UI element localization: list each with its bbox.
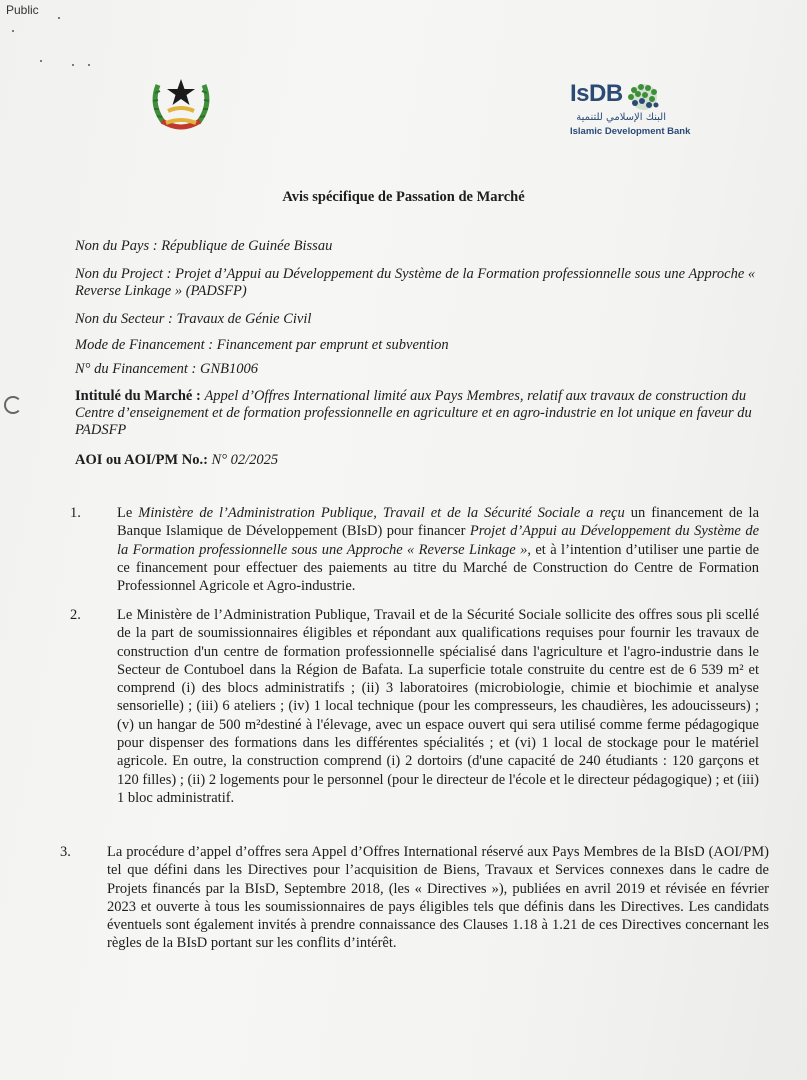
list-item-number: 3. bbox=[60, 844, 71, 860]
field-value: Travaux de Génie Civil bbox=[176, 311, 312, 327]
field-label: N° du Financement : bbox=[75, 361, 200, 377]
isdb-logo bbox=[570, 80, 691, 142]
page-title: Avis spécifique de Passation de Marché bbox=[282, 189, 525, 205]
field-value: GNB1006 bbox=[200, 361, 258, 377]
field-label: Non du Secteur : bbox=[75, 311, 177, 327]
field-secteur bbox=[75, 311, 765, 328]
field-value: N° 02/2025 bbox=[211, 452, 279, 468]
field-numero-financement bbox=[75, 361, 765, 378]
isdb-globe-icon bbox=[620, 80, 662, 112]
scan-speck bbox=[12, 30, 14, 32]
isdb-english-name: Islamic Development Bank bbox=[570, 126, 691, 137]
text-run: Le bbox=[117, 505, 139, 521]
text-run-italic: Ministère de l’Administration Publique, Travail et de la Sécurité Sociale a reçu bbox=[138, 505, 625, 521]
list-item-text: La procédure d’appel d’offres sera Appel d’Offres International réservé aux Pays Membres de la BIsD (AOI/PM) tel que défini dans les Directives pour l’acquisition de Biens, Travaux et Services connexes dans le cadre de Projets financés par la BIsD, Septembre 2018, (les « Directives »), publiées en avril 2019 et révisée en février 2023 et ouverte à tous les soumissionnaires de pays éligibles tels que définis dans les Directives. Les candidats éventuels sont également invités à prendre connaissance des Clauses 1.18 à 1.21 de ces Directives concernant les règles de la BIsD portant sur les conflits d’intérêt. bbox=[107, 844, 769, 952]
field-label: Non du Project : bbox=[75, 266, 176, 282]
field-intitule bbox=[75, 388, 765, 439]
list-item-number: 1. bbox=[70, 505, 81, 521]
scan-speck bbox=[72, 64, 74, 66]
classification-label: Public bbox=[6, 3, 39, 17]
field-projet bbox=[75, 266, 765, 300]
field-label: AOI ou AOI/PM No.: bbox=[75, 452, 212, 468]
field-value: République de Guinée Bissau bbox=[161, 238, 333, 254]
text-run-italic: Projet d’Appui au Développement du Système de la Formation professionnelle sous une Approche « Reverse Linkage » bbox=[117, 523, 759, 558]
isdb-logo-text: IsDB bbox=[570, 80, 623, 107]
field-value: Appel d’Offres International limité aux Pays Membres, relatif aux travaux de construction du Centre d’enseignement et de formation professionnelle en agriculture et en agro-industrie en lot unique en faveur du PADSFP bbox=[75, 388, 752, 438]
field-aoi bbox=[75, 452, 765, 469]
field-pays bbox=[75, 238, 765, 255]
isdb-arabic-name: البنك الإسلامي للتنمية bbox=[576, 112, 666, 123]
field-label: Mode de Financement : bbox=[75, 337, 217, 353]
field-value: Financement par emprunt et subvention bbox=[216, 337, 449, 353]
text-run: , et à l’intention d’utiliser une partie de ce financement pour effectuer des paiements au titre du Marché de Construction do Centre de Formation Professionnel Agricole et Agro-industrie. bbox=[117, 541, 760, 595]
text-run: un financement de la Banque Islamique de Développement (BIsD) pour financer bbox=[117, 505, 759, 540]
field-value: Projet d’Appui au Développement du Système de la Formation professionnelle sous une Approche « Reverse Linkage » (PADSFP) bbox=[75, 266, 756, 299]
field-label: Intitulé du Marché : bbox=[75, 388, 205, 404]
scan-speck bbox=[40, 60, 42, 62]
list-item-text: Le Ministère de l’Administration Publique, Travail et de la Sécurité Sociale sollicite des offres sous pli scellé de la part de soumissionnaires éligibles et répondant aux qualifications requises pour fournir les travaux de construction d'un centre de formation professionnelle spécialisé dans l'agriculture et l'agro-industrie dans le Secteur de Contuboel dans la Région de Bafata. La superficie totale construite du centre est de 6 539 m² et comprend (i) des blocs administratifs ; (ii) 3 laboratoires (microbiologie, chimie et biochimie et analyse sensorielle) ; (iii) 6 ateliers ; (iv) 1 local technique (pour les compresseurs, les chaudières, les adoucisseurs) ; (v) un hangar de 500 m²destiné à l'élevage, avec un espace ouvert qui sera utilisé comme ferme pédagogique pour dispenser des formations dans les différentes spécialités ; et (vi) 1 local de stockage pour le matériel agricole. En outre, la construction comprend (i) 2 dortoirs (d'une capacité de 240 étudiants : 120 garçons et 120 filles) ; (ii) 2 logements pour le personnel (pour le directeur de l'école et le directeur pédagogique) ; et (iii) 1 bloc administratif. bbox=[117, 607, 759, 806]
scan-speck bbox=[58, 17, 60, 19]
list-item-text bbox=[117, 504, 759, 595]
field-mode-financement bbox=[75, 337, 765, 354]
guinea-bissau-coat-of-arms-icon bbox=[148, 75, 214, 137]
punch-hole-mark bbox=[4, 396, 22, 414]
list-item-number: 2. bbox=[70, 607, 81, 623]
scan-speck bbox=[88, 64, 90, 66]
field-label: Non du Pays : bbox=[75, 238, 162, 254]
